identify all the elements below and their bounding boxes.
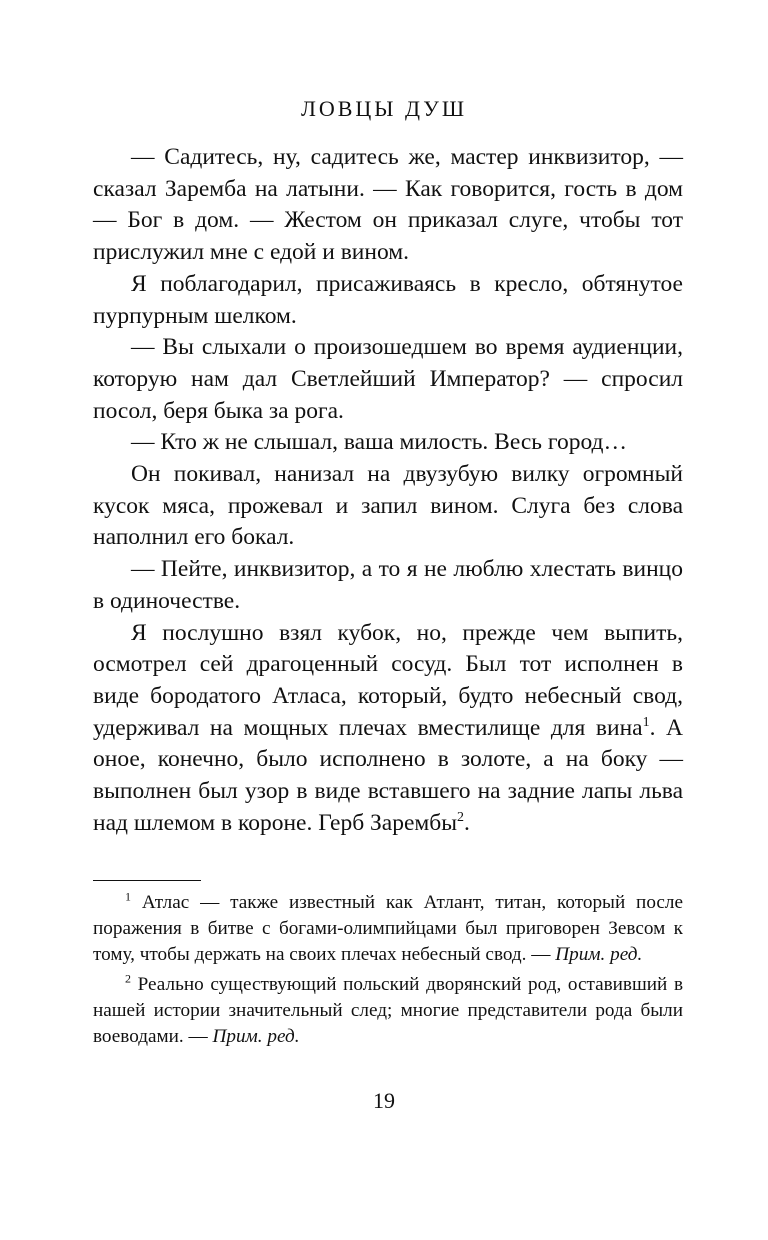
paragraph: Он покивал, нанизал на двузубую вилку огромный кусок мяса, прожевал и запил вином. Слуга без слова наполнил его бокал. <box>93 461 683 551</box>
page-number: 19 <box>373 1088 395 1113</box>
paragraph <box>93 618 683 840</box>
footnote <box>93 890 683 968</box>
footnote-text: Атлас — также известный как Атлант, титан, который после поражения в битве с богами-олимпийцами был приговорен Зевсом к тому, чтобы держать на своих плечах небесный свод. — <box>93 892 683 965</box>
footnote-reference[interactable]: 2 <box>457 809 465 825</box>
paragraph-text: . А оное, конечно, было исполнено в золоте, а на боку — выполнен был узор в виде вставшего на задние лапы льва над шлемом в короне. Герб Зарембы <box>93 714 683 836</box>
paragraph: — Садитесь, ну, садитесь же, мастер инквизитор, — сказал Заремба на латыни. — Как говорится, гость в дом — Бог в дом. — Жестом он приказал слуге, чтобы тот прислужил мне с едой и вином. <box>93 144 683 266</box>
paragraph: — Вы слыхали о произошедшем во время аудиенции, которую нам дал Светлейший Император? — спросил посол, беря быка за рога. <box>93 334 683 424</box>
running-head: ЛОВЦЫ ДУШ <box>300 96 468 121</box>
footnote-number: 2 <box>125 971 131 986</box>
paragraph: — Кто ж не слышал, ваша милость. Весь город… <box>131 429 627 456</box>
paragraph-text: . <box>464 809 470 836</box>
footnote-credit: Прим. ред. <box>212 1026 300 1047</box>
body-text <box>93 142 683 839</box>
footnote-divider <box>93 880 201 881</box>
paragraph: — Пейте, инквизитор, а то я не люблю хлестать винцо в одиночестве. <box>93 556 683 614</box>
paragraph: Я поблагодарил, присаживаясь в кресло, обтянутое пурпурным шелком. <box>93 270 683 329</box>
paragraph-text: Я послушно взял кубок, но, прежде чем выпить, осмотрел сей драгоценный сосуд. Был тот исполнен в виде бородатого Атласа, который, будто небесный свод, удерживал на мощных плечах вместилище для вина <box>93 619 683 741</box>
footnote-number: 1 <box>125 889 131 904</box>
footnote-reference[interactable]: 1 <box>642 714 650 730</box>
footnote-text: Реально существующий польский дворянский род, оставивший в нашей истории значительный след; многие представители рода были воеводами. — <box>93 974 684 1047</box>
footnote <box>93 972 683 1050</box>
footnotes <box>93 890 683 1050</box>
footnote-credit: Прим. ред. <box>555 944 643 965</box>
